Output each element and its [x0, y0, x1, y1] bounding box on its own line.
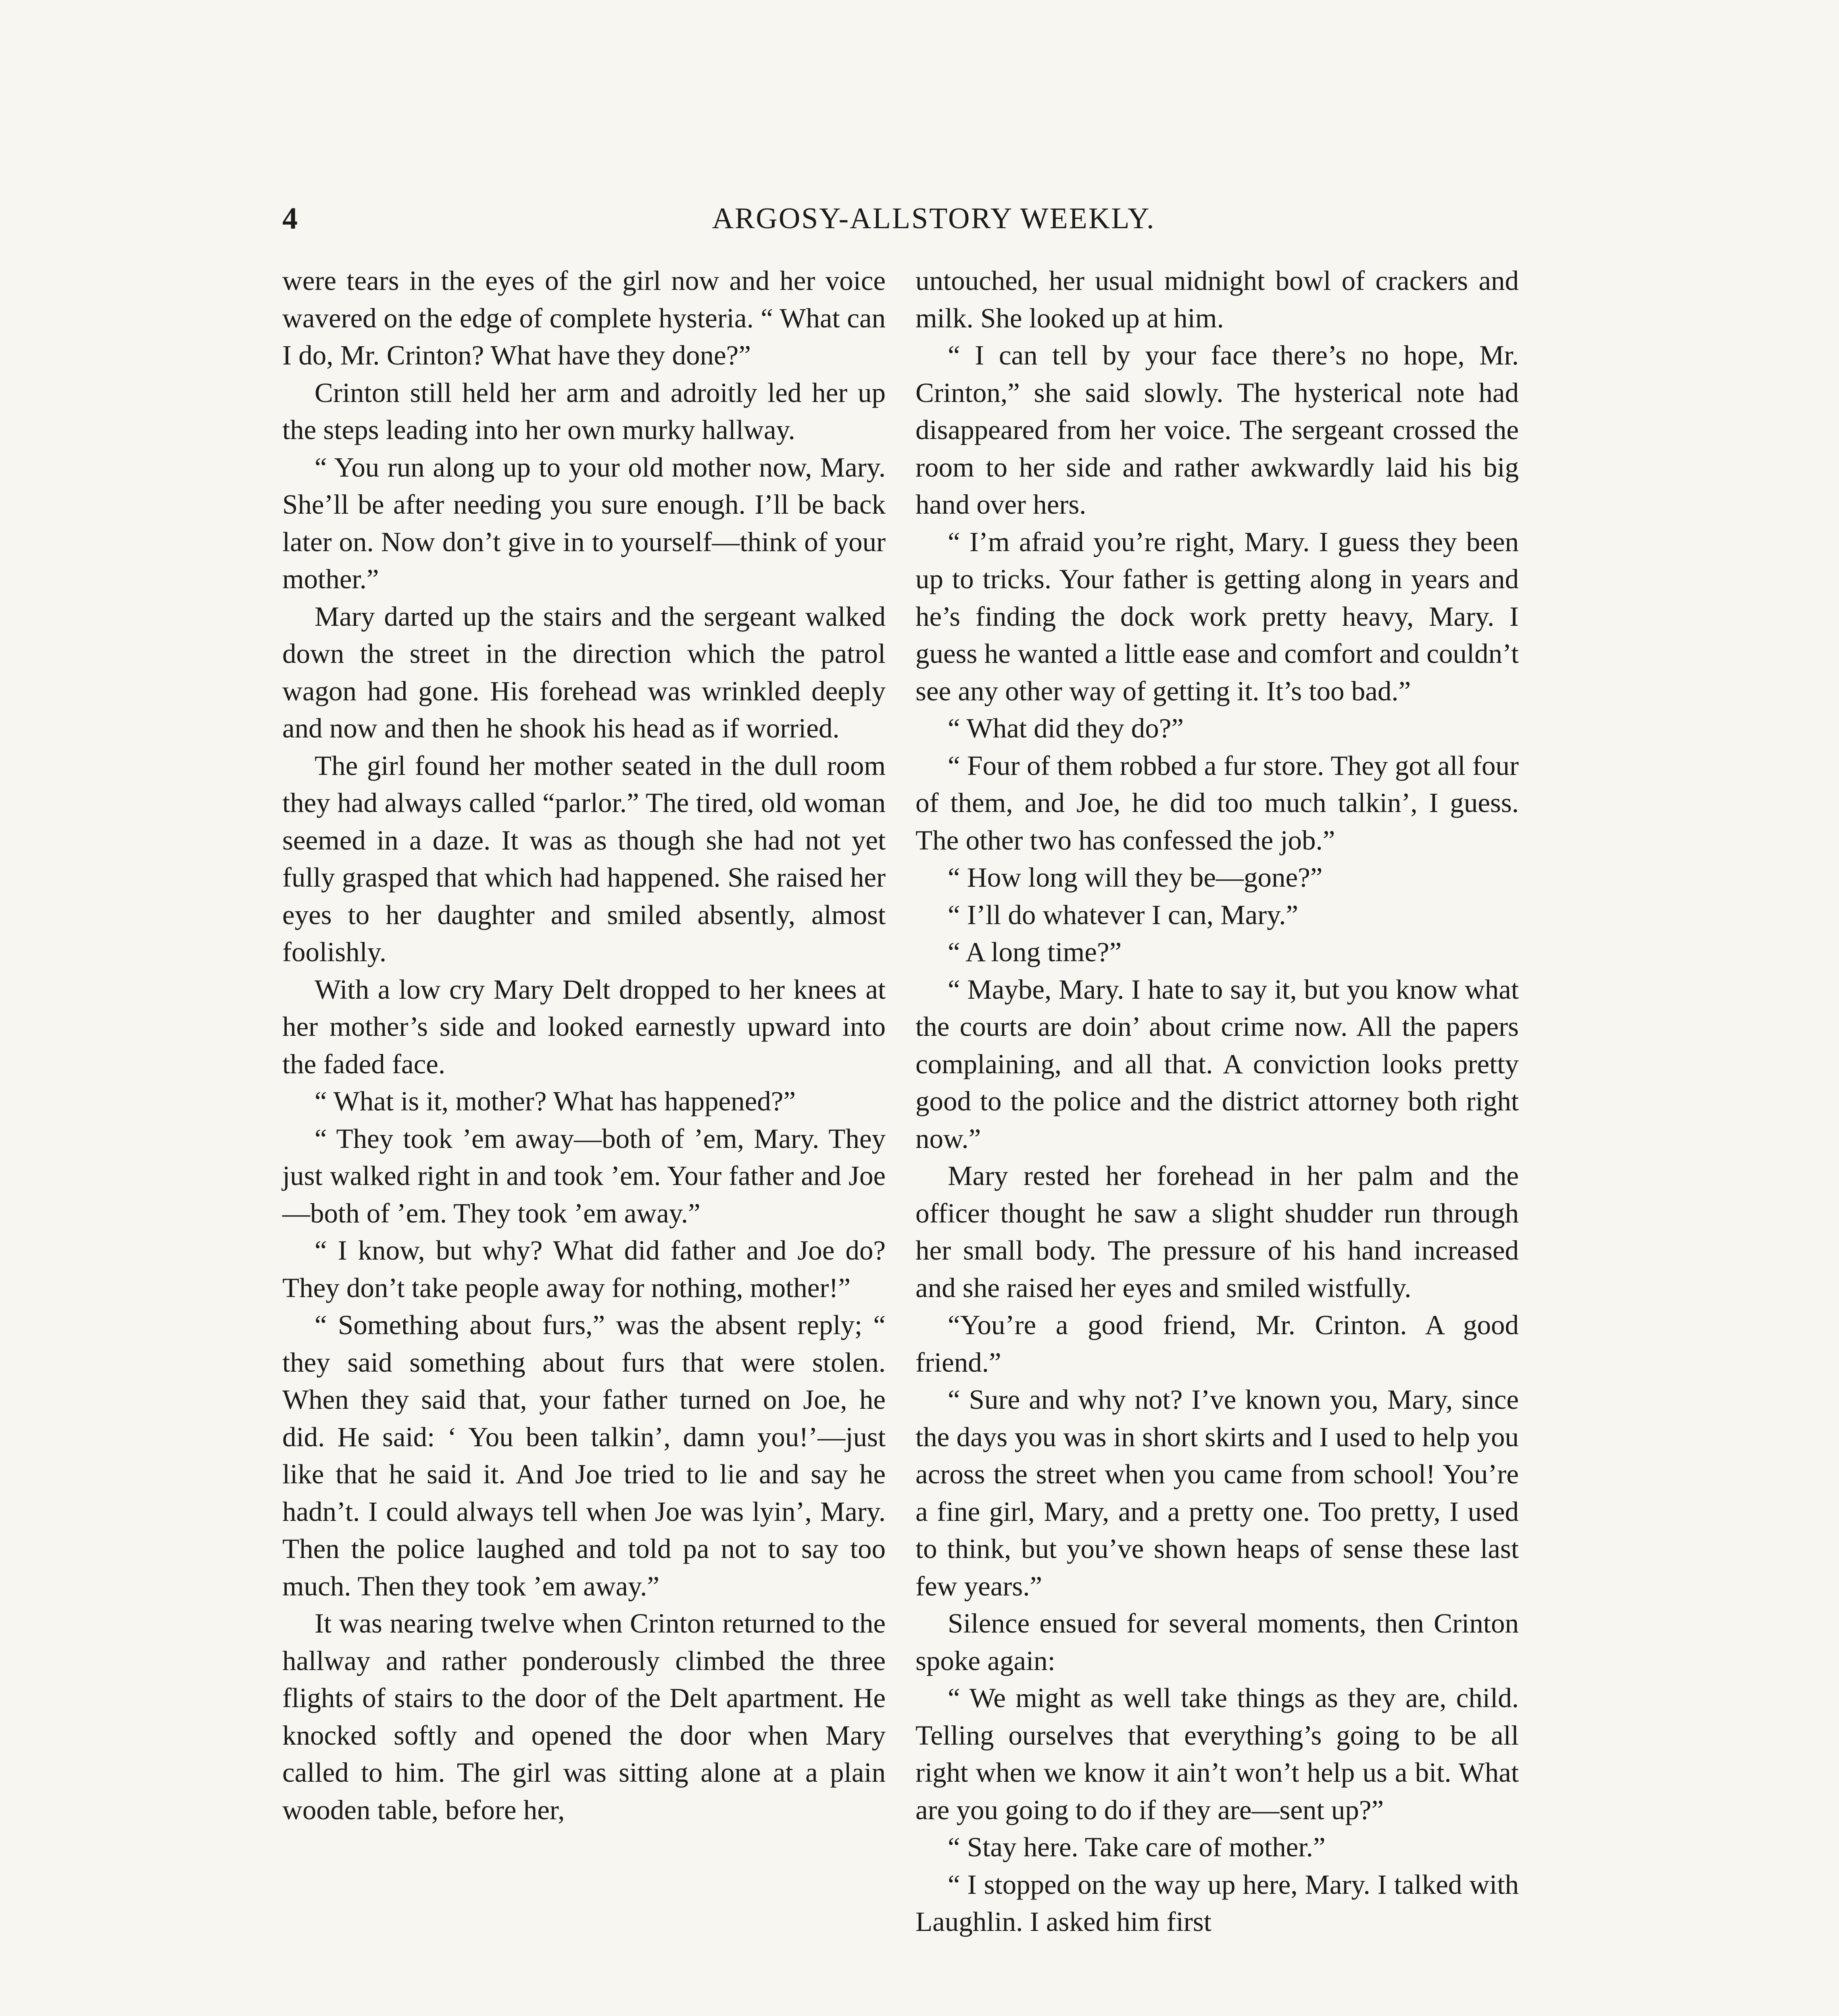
paragraph: “ Four of them robbed a fur store. They got all four of them, and Joe, he did too much talkin’, I guess. The other two has confessed the job.” [915, 750, 1519, 856]
paragraph: “ They took ’em away—both of ’em, Mary. They just walked right in and took ’em. Your father and Joe—both of ’em. They took ’em away.” [282, 1123, 886, 1229]
paragraph: were tears in the eyes of the girl now and her voice wavered on the edge of complete hysteria. “ What can I do, Mr. Crinton? What have they done?” [282, 265, 886, 371]
paragraph: It was nearing twelve when Crinton returned to the hallway and rather ponderously climbed the three flights of stairs to the door of the Delt apartment. He knocked softly and opened the door when Mary called to him. The girl was sitting alone at a plain wooden table, before her, [282, 1608, 886, 1825]
paragraph: “ I’m afraid you’re right, Mary. I guess they been up to tricks. Your father is getting along in years and he’s finding the dock work pretty heavy, Mary. I guess he wanted a little ease and comfort and couldn’t see any other way of getting it. It’s too bad.” [915, 526, 1519, 706]
right-column [915, 262, 1519, 2016]
paragraph: “ How long will they be—gone?” [948, 862, 1323, 893]
paragraph: “ A long time?” [948, 937, 1122, 967]
paragraph: “ I can tell by your face there’s no hope, Mr. Crinton,” she said slowly. The hysterical note had disappeared from her voice. The sergeant crossed the room to her side and rather awkwardly laid his big hand over hers. [915, 340, 1519, 520]
paragraph: With a low cry Mary Delt dropped to her knees at her mother’s side and looked earnestly upward into the faded face. [282, 974, 886, 1079]
paragraph: “ Stay here. Take care of mother.” [948, 1832, 1326, 1862]
paragraph: “ Sure and why not? I’ve known you, Mary, since the days you was in short skirts and I used to help you across the street when you came from school! You’re a fine girl, Mary, and a pretty one. Too pretty, I used to think, but you’ve shown heaps of sense these last few years.” [915, 1384, 1519, 1602]
paragraph: “ Maybe, Mary. I hate to say it, but you know what the courts are doin’ about crime now. All the papers complaining, and all that. A conviction looks pretty good to the police and the district attorney both right now.” [915, 974, 1519, 1154]
paragraph: Crinton still held her arm and adroitly led her up the steps leading into her own murky hallway. [282, 377, 886, 445]
paragraph: “ Something about furs,” was the absent reply; “ they said something about furs that were stolen. When they said that, your father turned on Joe, he did. He said: ‘ You been talkin’, damn you!’—just like that he said it. And Joe tried to lie and say he hadn’t. I could always tell when Joe was lyin’, Mary. Then the police laughed and told pa not to say too much. Then they took ’em away.” [282, 1310, 886, 1602]
paragraph: “ What did they do?” [948, 713, 1184, 744]
paragraph: The girl found her mother seated in the dull room they had always called “parlor.” The tired, old woman seemed in a daze. It was as though she had not yet fully grasped that which had happened. She raised her eyes to her daughter and smiled absently, almost foolishly. [282, 750, 886, 967]
paragraph: “ I’ll do whatever I can, Mary.” [948, 899, 1299, 930]
page-number: 4 [282, 202, 298, 235]
page-header [282, 198, 1585, 239]
paragraph: untouched, her usual midnight bowl of crackers and milk. She looked up at him. [915, 265, 1519, 333]
paragraph: Mary rested her forehead in her palm and the officer thought he saw a slight shudder run through her small body. The pressure of his hand increased and she raised her eyes and smiled wistfully. [915, 1160, 1519, 1303]
paragraph: Silence ensued for several moments, then Crinton spoke again: [915, 1608, 1519, 1676]
left-column [282, 262, 886, 2016]
paragraph: “ We might as well take things as they are, child. Telling ourselves that everything’s going to be all right when we know it ain’t won’t help us a bit. What are you going to do if they are—sent up?” [915, 1683, 1519, 1825]
paragraph: “ You run along up to your old mother now, Mary. She’ll be after needing you sure enough. I’ll be back later on. Now don’t give in to yourself—think of your mother.” [282, 452, 886, 594]
paragraph: “You’re a good friend, Mr. Crinton. A good friend.” [915, 1310, 1519, 1378]
running-title: ARGOSY-ALLSTORY WEEKLY. [712, 202, 1155, 235]
paragraph: Mary darted up the stairs and the sergeant walked down the street in the direction which the patrol wagon had gone. His forehead was wrinkled deeply and now and then he shook his head as if worried. [282, 601, 886, 744]
paragraph: “ I know, but why? What did father and Joe do? They don’t take people away for nothing, mother!” [282, 1235, 886, 1303]
paragraph: “ I stopped on the way up here, Mary. I talked with Laughlin. I asked him first [915, 1869, 1519, 1937]
paragraph: “ What is it, mother? What has happened?” [315, 1086, 796, 1116]
